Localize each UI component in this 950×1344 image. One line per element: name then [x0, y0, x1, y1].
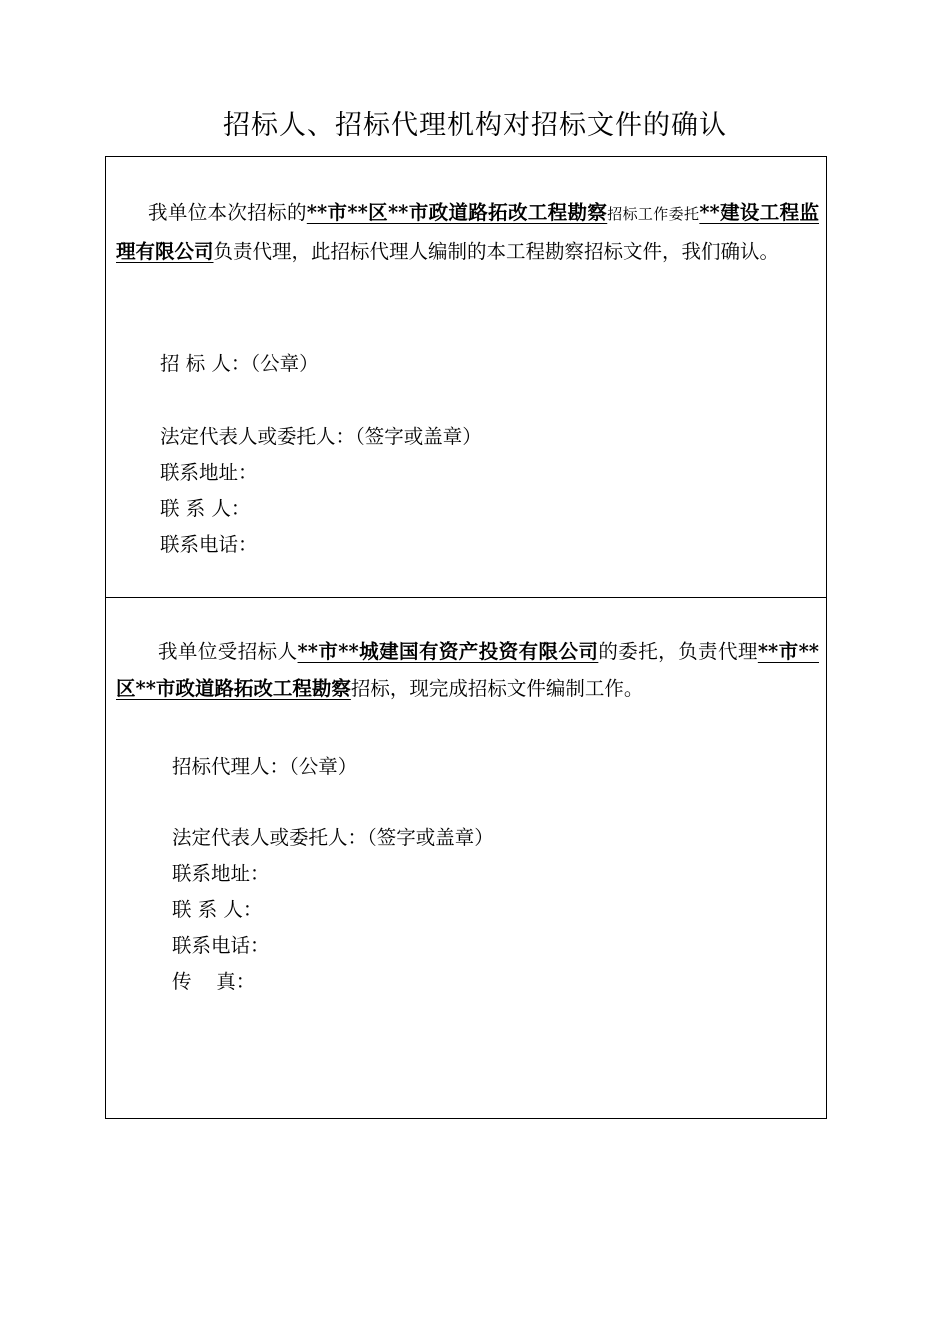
confirmation-table — [105, 156, 827, 1119]
agency-statement-paragraph — [116, 633, 819, 707]
project-name: **市**区**市政道路拓改工程勘察 — [116, 640, 819, 700]
contact-person-label: 联 系 人： — [160, 497, 251, 520]
paragraph-text: 我单位受招标人 — [158, 640, 298, 663]
tenderer-confirmation-paragraph — [116, 194, 819, 270]
paragraph-text: 招标，现完成招标文件编制工作。 — [350, 677, 644, 700]
section-divider — [106, 597, 826, 598]
legal-representative-label: 法定代表人或委托人：（签字或盖章） — [172, 826, 494, 849]
fax-label: 传 真： — [172, 970, 256, 993]
paragraph-text: 我单位本次招标的 — [148, 201, 307, 224]
contact-phone-label: 联系电话： — [172, 934, 270, 957]
contact-person-label: 联 系 人： — [172, 898, 263, 921]
legal-representative-label: 法定代表人或委托人：（签字或盖章） — [160, 425, 482, 448]
paragraph-text: 的委托，负责代理 — [598, 640, 758, 663]
document-title: 招标人、招标代理机构对招标文件的确认 — [223, 110, 727, 141]
agency-seal-label: 招标代理人：（公章） — [172, 755, 358, 778]
project-name: **市**区**市政道路拓改工程勘察 — [306, 201, 608, 224]
contact-address-label: 联系地址： — [160, 461, 258, 484]
paragraph-text: 招标工作委托 — [607, 205, 700, 223]
tenderer-name: **市**城建国有资产投资有限公司 — [297, 640, 599, 663]
paragraph-text: 负责代理，此招标代理人编制的本工程勘察招标文件，我们确认。 — [213, 240, 780, 263]
agency-name: **建设工程监理有限公司 — [116, 201, 819, 263]
contact-address-label: 联系地址： — [172, 862, 270, 885]
contact-phone-label: 联系电话： — [160, 533, 258, 556]
tenderer-seal-label: 招 标 人：（公章） — [160, 352, 319, 375]
